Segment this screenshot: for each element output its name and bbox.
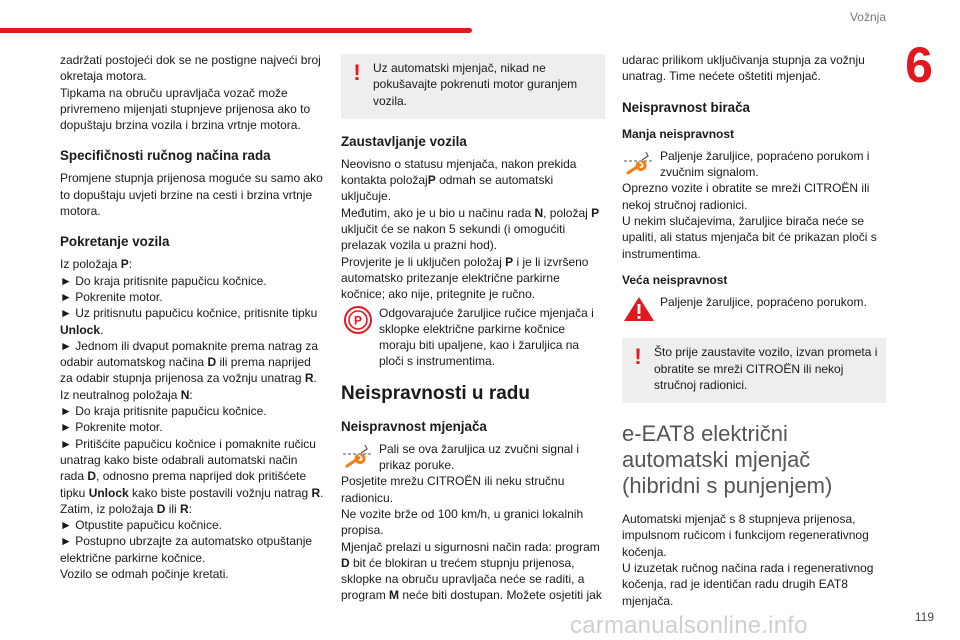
paragraph: Pali se ova žaruljica uz zvučni signal i prikaz poruke. [379,441,580,473]
warning-text: Uz automatski mjenjač, nikad ne pokušavajte pokrenuti motor guranjem vozila. [373,61,578,108]
paragraph: Oprezno vozite i obratite se mreži CITROËN ili nekoj stručnoj radionici. [622,181,870,212]
step: ► Pokrenite motor. [60,289,163,304]
section-title: Vožnja [849,10,886,24]
exclamation-icon: ! [353,60,361,85]
warning-box-stop [622,338,886,403]
paragraph: zadržati postojeći dok se ne postigne najveći broj okretaja motora. [60,53,321,84]
paragraph: Posjetite mrežu CITROËN ili neku stručnu radionicu. [341,474,565,505]
paragraph: U nekim slučajevima, žaruljice birača neće se upaliti, ali status mjenjača bit će prikazan ploči s instrumentima. [622,214,877,261]
paragraph: Iz neutralnog položaja N: [60,387,193,402]
step: ► Uz pritisnutu papučicu kočnice, pritisnite tipku Unlock. [60,306,318,337]
paragraph: udarac prilikom uključivanja stupnja za vožnju unatrag. Time nećete oštetiti mjenjač. [622,53,865,84]
column-2 [341,52,605,604]
paragraph: Promjene stupnja prijenosa moguće su samo ako to dopuštaju uvjeti brzine na cesti i brzina vrtnje motora. [60,171,323,219]
paragraph: Ne vozite brže od 100 km/h, u granici lokalnih propisa. [341,506,584,538]
chapter-number: 6 [905,37,933,93]
paragraph: Provjerite je li uključen položaj P i je li izvršeno automatsko pritezanje električne parkirne kočnice; ako nije, pritegnite je ručno. [341,254,589,302]
heading-major-fault: Veća neispravnost [622,272,728,287]
step: ► Jednom ili dvaput pomaknite prema natrag za odabir automatskog načina D ili prema naprijed za odabir stupnja prijenosa za vožnju unatrag R. [60,338,319,386]
paragraph: Paljenje žaruljice, popraćeno porukom i zvučnim signalom. [660,148,870,180]
exclamation-icon: ! [634,344,642,370]
warning-box-push-start [341,54,605,119]
step: ► Pritišćite papučicu kočnice i pomaknite ručicu unatrag kako biste odabrali automatski način rada D, odnosno prema naprijed dok pritišćete tipku Unlock kako biste postavili vožnju natrag R. [60,436,324,500]
paragraph: Odgovarajuće žaruljice ručice mjenjača i sklopke električne parkirne kočnice moraju biti upaljene, kao i žaruljica na ploči s instrumentima. [379,305,594,369]
top-accent-bar [0,28,472,33]
minor-fault-note [622,148,886,181]
heading-stopping: Zaustavljanje vozila [341,133,467,149]
paragraph: Međutim, ako je u bio u načinu rada N, položaj P uključit će se nakon 5 sekundi (i omogućiti prelazak vozila u prazni hod). [341,205,600,253]
gearbox-fault-note [341,441,605,474]
step: ► Otpustite papučicu kočnice. [60,518,222,533]
paragraph: Neovisno o statusu mjenjača, nakon prekida kontakta položajP odmah se automatski uključuje. [341,156,577,204]
column-1 [60,52,324,582]
parking-brake-note [341,305,605,370]
gearbox-fault-icon [341,441,375,471]
step: ► Do kraja pritisnite papučicu kočnice. [60,404,267,419]
heading-starting: Pokretanje vozila [60,234,170,250]
heading-faults: Neispravnosti u radu [341,382,530,404]
parking-brake-icon [341,305,375,335]
paragraph: Mjenjač prelazi u sigurnosni način rada: program D bit će blokiran u trećem stupnju prijenosa, sklopke na obruču upravljača neće se raditi, a program M neće biti dostupan. Možete osjetiti jak [341,539,602,603]
step: ► Do kraja pritisnite papučicu kočnice. [60,273,267,288]
paragraph: Zatim, iz položaja D ili R: [60,501,193,516]
warning-triangle-icon [622,294,656,324]
step: ► Pokrenite motor. [60,420,163,435]
warning-text: Što prije zaustavite vozilo, izvan prometa i obratite se mreži CITROËN ili nekoj stručnoj radionici. [654,345,878,392]
heading-eat8: e-EAT8 električni automatski mjenjač (hibridni s punjenjem) [622,421,833,499]
paragraph: Vozilo se odmah počinje kretati. [60,567,229,582]
paragraph: Automatski mjenjač s 8 stupnjeva prijenosa, impulsnom ručicom i funkcijom regenerativnog kočenja. [622,512,869,559]
watermark: carmanualsonline.info [570,612,808,639]
heading-selector-fault: Neispravnost birača [622,99,751,115]
svg-text:P: P [353,313,363,328]
heading-minor-fault: Manja neispravnost [622,126,735,141]
heading-gearbox-fault: Neispravnost mjenjača [341,418,487,434]
gearbox-fault-icon [622,148,656,178]
major-fault-note [622,294,886,324]
step: ► Postupno ubrzajte za automatsko otpuštanje električne parkirne kočnice. [60,534,313,565]
paragraph: Tipkama na obruču upravljača vozač može privremeno mijenjati stupnjeve prijenosa ako to dopuštaju brzina vozila i brzina vrtnje motora. [60,85,311,133]
page-number: 119 [914,610,934,624]
heading-manual-mode: Specifičnosti ručnog načina rada [60,148,271,164]
column-3 [622,52,886,609]
paragraph: U izuzetak ručnog načina rada i regenerativnog kočenja, rad je identičan radu drugih EAT8 mjenjača. [622,561,874,608]
paragraph: Paljenje žaruljice, popraćeno porukom. [660,295,867,310]
paragraph: Iz položaja P: [60,257,133,272]
